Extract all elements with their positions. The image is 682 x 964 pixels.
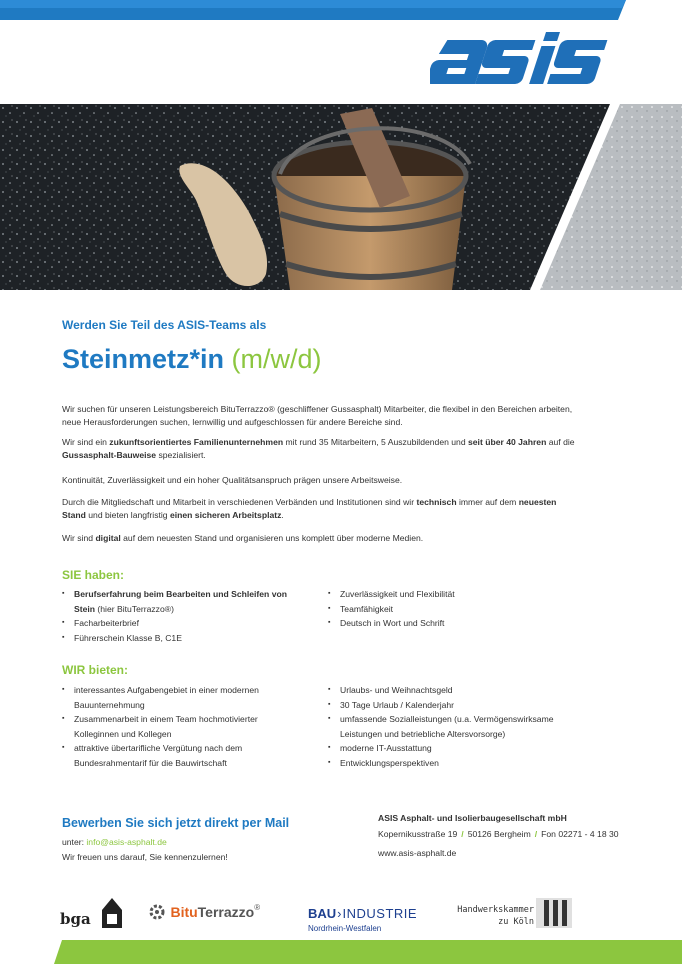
company-phone: Fon 02271 - 4 18 30 [541, 829, 619, 839]
company-city: 50126 Bergheim [467, 829, 531, 839]
wir-bieten-list-right [328, 683, 593, 770]
paragraph-segment: spezialisiert. [156, 450, 206, 460]
paragraph-segment: seit über 40 Jahren [468, 437, 547, 447]
paragraph-segment: digital [95, 533, 121, 543]
requirement-item [62, 631, 302, 646]
benefit-item: ▪ Urlaubs- und Weihnachtsgeld [328, 683, 593, 698]
paragraph-segment: Durch die Mitgliedschaft und Mitarbeit in verschiedenen Verbänden und Institutionen sind wir [62, 497, 417, 507]
company-street: Kopernikusstraße 19 [378, 829, 458, 839]
paragraph-segment: auf die [546, 437, 575, 447]
bauindustrie-logo [308, 905, 417, 933]
bga-logo [60, 896, 126, 934]
bau-chevron-icon: › [337, 906, 342, 921]
requirement-text: (hier BituTerrazzo®) [95, 603, 174, 614]
requirement-item [62, 587, 302, 616]
hwk-line2: zu Köln [498, 917, 534, 927]
paragraph-segment: und bieten langfristig [85, 510, 170, 520]
benefit-item: ▪ interessantes Aufgabengebiet in einer modernen Bauunternehmung [62, 683, 302, 712]
sie-haben-list-right [328, 587, 588, 631]
job-title-main: Steinmetz*in [62, 344, 225, 374]
gear-icon [148, 903, 166, 921]
paragraph-2 [62, 436, 577, 462]
industrie-text: INDUSTRIE [342, 906, 418, 921]
requirement-text: Teamfähigkeit [340, 603, 394, 614]
paragraph-segment: Wir sind [62, 533, 96, 543]
apply-email-line [62, 837, 167, 847]
registered-mark: ® [254, 903, 261, 912]
requirement-text: Führerschein Klasse B, C1E [74, 632, 182, 643]
benefit-item: ▪ umfassende Sozialleistungen (u.a. Vermögenswirksame Leistungen und betriebliche Altersvorsorge) [328, 712, 593, 741]
requirement-text: Zuverlässigkeit und Flexibilität [340, 589, 455, 599]
bitu-text: Bitu [170, 904, 198, 920]
requirement-item [328, 616, 588, 631]
handwerkskammer-logo [444, 905, 534, 927]
company-website[interactable]: www.asis-asphalt.de [378, 848, 457, 858]
paragraph-segment: technisch [416, 497, 457, 507]
paragraph-segment: Wir sind ein [62, 437, 110, 447]
paragraph-segment: immer auf dem [456, 497, 519, 507]
paragraph-1 [62, 403, 577, 429]
benefit-item: ▪ attraktive übertarifliche Vergütung nach dem Bundesrahmentarif für die Bauwirtschaft [62, 741, 302, 770]
bituterrazzo-logo [148, 903, 260, 927]
requirement-text: Deutsch in Wort und Schrift [340, 618, 445, 628]
requirement-item [328, 602, 588, 617]
bau-text: BAU [308, 906, 337, 921]
bau-subtitle: Nordrhein-Westfalen [308, 924, 382, 933]
apply-prefix: unter: [62, 837, 87, 847]
paragraph-segment: zukunftsorientiertes Familienunternehmen [109, 437, 284, 447]
hwk-line1: Handwerkskammer [457, 905, 534, 915]
apply-closing: Wir freuen uns darauf, Sie kennenzulernen! [62, 852, 228, 862]
paragraph-segment: . [281, 510, 284, 520]
company-address: Kopernikusstraße 19 / 50126 Bergheim / Fon 02271 - 4 18 30 [378, 829, 619, 839]
bottom-accent-bar [0, 940, 682, 964]
terrazzo-text: Terrazzo [197, 904, 255, 920]
asis-logo [430, 32, 612, 90]
benefit-item: ▪ moderne IT-Ausstattung [328, 741, 593, 756]
apply-heading: Bewerben Sie sich jetzt direkt per Mail [62, 816, 290, 830]
hero-image [0, 104, 682, 290]
hwk-mark-icon [536, 898, 572, 928]
benefit-item: ▪ 30 Tage Urlaub / Kalenderjahr [328, 698, 593, 713]
job-title [62, 344, 322, 375]
wir-bieten-heading: WIR bieten: [62, 663, 128, 677]
requirement-item [62, 616, 302, 631]
sie-haben-list-left [62, 587, 302, 645]
paragraph-segment: Wir suchen für unseren Leistungsbereich BituTerrazzo® (geschliffener Gussasphalt) Mitarbeiter, die flexibel in den Bereichen arbeiten, neue Herausforderungen suchen, lernwillig und aufgeschlossen für andere Bereiche sind. [62, 404, 573, 427]
sie-haben-heading: SIE haben: [62, 568, 125, 582]
paragraph-5 [62, 532, 577, 545]
bga-mark-icon [100, 896, 124, 930]
requirement-text: Facharbeiterbrief [74, 618, 139, 628]
paragraph-3 [62, 474, 577, 487]
job-title-suffix: (m/w/d) [231, 344, 322, 374]
requirement-bold: Berufserfahrung beim Bearbeiten und Schleifen von Stein [74, 589, 287, 614]
intro-line: Werden Sie Teil des ASIS-Teams als [62, 318, 267, 332]
paragraph-segment: Gussasphalt-Bauweise [62, 450, 157, 460]
paragraph-segment: einen sicheren Arbeitsplatz [169, 510, 282, 520]
top-accent-bar [0, 0, 682, 20]
paragraph-segment: auf dem neuesten Stand und organisieren uns komplett über moderne Medien. [120, 533, 424, 543]
paragraph-segment: mit rund 35 Mitarbeitern, 5 Auszubildenden und [283, 437, 468, 447]
email-link[interactable]: info@asis-asphalt.de [86, 837, 167, 847]
benefit-item: ▪ Zusammenarbeit in einem Team hochmotivierter Kolleginnen und Kollegen [62, 712, 302, 741]
paragraph-segment: neuesten Stand [62, 497, 557, 520]
company-name: ASIS Asphalt- und Isolierbaugesellschaft mbH [378, 813, 567, 823]
paragraph-4 [62, 496, 577, 522]
requirement-item [328, 587, 588, 602]
paragraph-segment: Kontinuität, Zuverlässigkeit und ein hoher Qualitätsanspruch prägen unsere Arbeitsweise. [62, 475, 403, 485]
benefit-item: ▪ Entwicklungsperspektiven [328, 756, 593, 771]
wir-bieten-list-left [62, 683, 302, 770]
bga-logo-text: bga [60, 910, 91, 928]
